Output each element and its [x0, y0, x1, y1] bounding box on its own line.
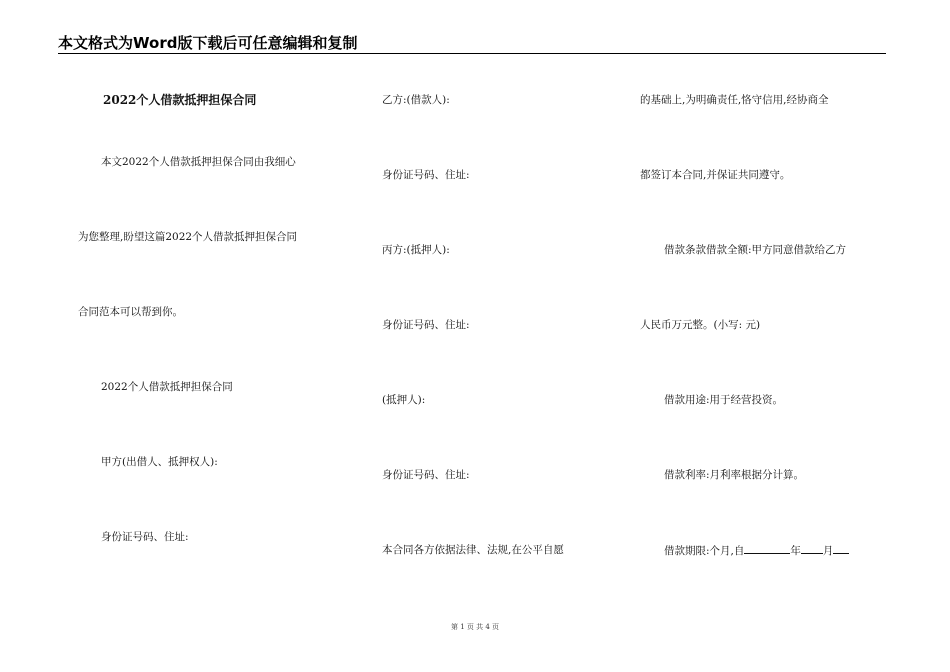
mortgagor-label: (抵押人):	[382, 394, 426, 406]
intro-line-3: 合同范本可以帮到你。	[78, 306, 183, 318]
page-footer: 第 1 页 共 4 页	[450, 623, 500, 631]
mortgagor-id-address: 身份证号码、住址:	[382, 469, 470, 481]
term-month-blank	[801, 543, 823, 554]
basis-line: 的基础上,为明确责任,恪守信用,经协商全	[640, 94, 829, 106]
intro-line-1: 本文2022个人借款抵押担保合同由我细心	[101, 156, 296, 168]
contract-subtitle: 2022个人借款抵押担保合同	[101, 381, 233, 393]
loan-amount-line: 借款条款借款全额:甲方同意借款给乙方	[664, 244, 847, 256]
document-title: 2022个人借款抵押担保合同	[103, 93, 257, 107]
loan-term-month: 月	[822, 545, 834, 557]
party-a-id-address: 身份证号码、住址:	[101, 531, 189, 543]
party-c-id-address: 身份证号码、住址:	[382, 319, 470, 331]
intro-line-2: 为您整理,盼望这篇2022个人借款抵押担保合同	[78, 231, 298, 243]
term-year-blank	[744, 543, 790, 554]
party-b-id-address: 身份证号码、住址:	[382, 169, 470, 181]
party-c-label: 丙方:(抵押人):	[382, 244, 450, 256]
party-a-label: 甲方(出借人、抵押权人):	[101, 456, 218, 468]
loan-term-year: 年	[790, 545, 801, 557]
loan-term-line	[664, 543, 849, 558]
signed-line: 都签订本合同,并保证共同遵守。	[640, 169, 791, 181]
document-header: 本文格式为Word版下载后可任意编辑和复制	[58, 34, 358, 52]
header-rule	[58, 53, 886, 54]
party-b-label: 乙方:(借款人):	[382, 94, 450, 106]
rmb-line: 人民币万元整。(小写: 元)	[640, 319, 761, 331]
loan-term-prefix: 借款期限:个月,自	[664, 545, 745, 557]
agreement-line: 本合同各方依据法律、法规,在公平自愿	[382, 544, 564, 556]
term-day-blank	[833, 543, 849, 554]
loan-purpose-line: 借款用途:用于经营投资。	[664, 394, 784, 406]
loan-rate-line: 借款利率:月利率根据分计算。	[664, 469, 805, 481]
